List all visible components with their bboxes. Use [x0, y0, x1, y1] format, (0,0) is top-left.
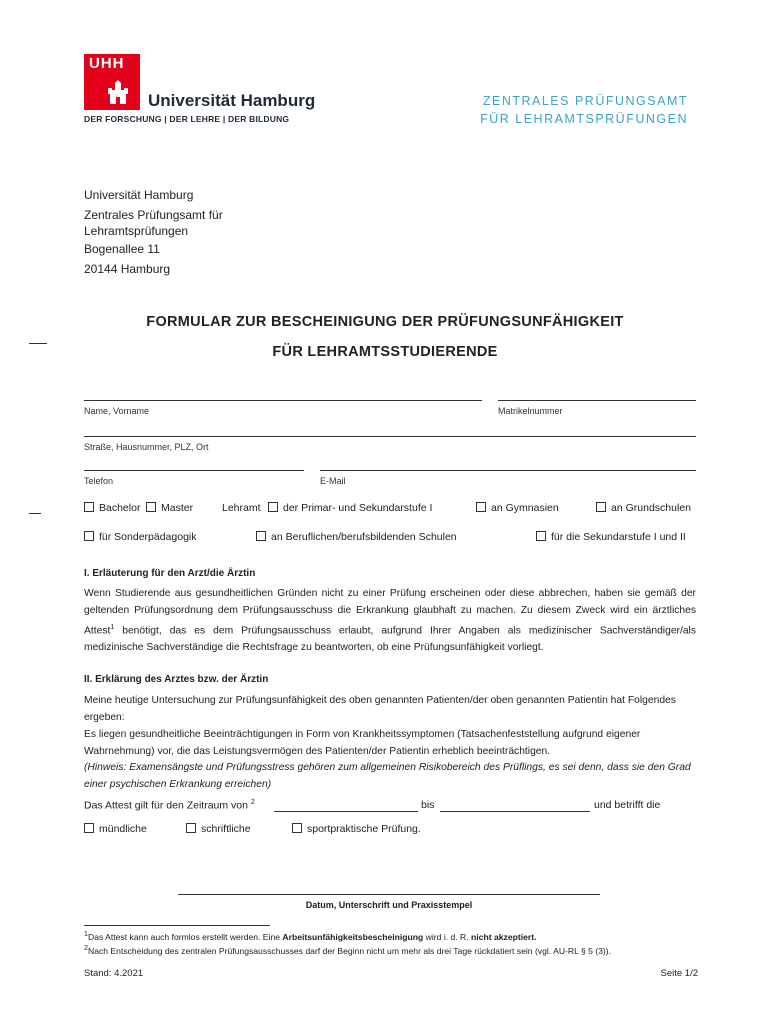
street-label: Straße, Hausnummer, PLZ, Ort — [84, 442, 209, 452]
checkbox-label: der Primar- und Sekundarstufe I — [283, 502, 433, 514]
section2-hint: (Hinweis: Examensängste und Prüfungsstress gehören zum allgemeinen Risikobereich des Prüflings, es sei denn, dass sie den Grad einer psychischen Erkrankung erreichen) — [84, 762, 691, 790]
section2-text2: Es liegen gesundheitliche Beeinträchtigungen in Form von Krankheitssymptomen (Tatsachenfeststellung aufgrund eigener Wahrnehmung) vor, die das Leistungsvermögen des Patienten/der Patientin erheblich beeinträchtigen. — [84, 729, 641, 757]
footnote-2 — [84, 944, 611, 956]
matrikel-input-line[interactable] — [498, 400, 696, 401]
email-input-line[interactable] — [320, 470, 696, 471]
footnote-text: Arbeitsunfähigkeitsbescheinigung — [282, 931, 424, 942]
university-name: Universität Hamburg — [148, 91, 316, 110]
checkbox-grundschulen[interactable] — [596, 502, 691, 514]
footnote-separator — [84, 925, 270, 926]
footnote-1 — [84, 930, 536, 942]
checkbox-label: mündliche — [99, 823, 147, 835]
checkbox-oral[interactable] — [84, 823, 147, 835]
checkbox-icon — [186, 823, 196, 833]
footnote-text: Nach Entscheidung des zentralen Prüfungsausschusses darf der Beginn nicht um mehr als drei Tage rückdatiert sein (vgl. AU-RL § 5 (3)). — [87, 945, 612, 956]
checkbox-label: für Sonderpädagogik — [99, 531, 197, 543]
section1-text-part: benötigt, das es dem Prüfungsausschuss erlaubt, aufgrund Ihrer Angaben als medizinischer Sachverständiger/als medizinische Sachverständige die Rechtsfrage zu beantworten, ob eine Prüfungsunfähigkeit vorliegt. — [84, 625, 696, 654]
form-title: FORMULAR ZUR BESCHEINIGUNG DER PRÜFUNGSUNFÄHIGKEIT — [146, 314, 624, 330]
section2-text1: Meine heutige Untersuchung zur Prüfungsunfähigkeit des oben genannten Patienten/der oben genannten Patientin hat Folgendes ergeben: — [84, 695, 676, 723]
checkbox-icon — [476, 502, 486, 512]
university-motto: DER FORSCHUNG | DER LEHRE | DER BILDUNG — [84, 114, 290, 124]
checkbox-icon — [268, 502, 278, 512]
signature-label: Datum, Unterschrift und Praxisstempel — [305, 900, 473, 910]
address-line: Zentrales Prüfungsamt für — [84, 208, 223, 222]
address-line: Bogenallee 11 — [84, 242, 160, 256]
address-line: Universität Hamburg — [84, 188, 194, 202]
checkbox-label: sportpraktische Prüfung. — [307, 823, 421, 835]
checkbox-sekundarstufe[interactable] — [536, 531, 686, 543]
logo-text: UHH — [89, 55, 125, 72]
checkbox-label: Bachelor — [99, 502, 141, 514]
section2-heading: II. Erklärung des Arztes bzw. der Ärztin — [84, 674, 269, 685]
footnote-text: wird i. d. R. — [423, 931, 472, 942]
footnote-ref: 1 — [110, 624, 115, 631]
checkbox-icon — [292, 823, 302, 833]
checkbox-sport[interactable] — [292, 823, 421, 835]
office-name-line1: ZENTRALES PRÜFUNGSAMT — [482, 94, 688, 108]
address-line: Lehramtsprüfungen — [84, 224, 189, 238]
checkbox-gymnasien[interactable] — [476, 502, 559, 514]
matrikel-label: Matrikelnummer — [498, 406, 563, 416]
checkbox-label: Master — [161, 502, 194, 514]
checkbox-primar[interactable] — [268, 502, 432, 514]
checkbox-label: schriftliche — [201, 823, 251, 835]
period-text: Das Attest gilt für den Zeitraum von — [84, 799, 248, 812]
email-label: E-Mail — [320, 476, 346, 486]
hamburg-castle-icon — [108, 80, 128, 104]
phone-input-line[interactable] — [84, 470, 304, 471]
checkbox-label: an Beruflichen/berufsbildenden Schulen — [271, 531, 457, 543]
footnote-number: 2 — [84, 944, 88, 952]
checkbox-bachelor[interactable] — [84, 502, 140, 514]
checkbox-icon — [536, 531, 546, 541]
signature-input-line[interactable] — [178, 894, 600, 895]
checkbox-sonderpaedagogik[interactable] — [84, 531, 197, 543]
checkbox-label: für die Sekundarstufe I und II — [551, 531, 686, 543]
address-line: 20144 Hamburg — [84, 262, 171, 276]
period-label — [84, 799, 255, 812]
period-suffix: und betrifft die — [594, 799, 661, 811]
period-from-input-line[interactable] — [274, 811, 418, 812]
address-input-line[interactable] — [84, 436, 696, 437]
checkbox-label: an Gymnasien — [491, 502, 559, 514]
period-bis-label: bis — [421, 799, 435, 811]
checkbox-icon — [84, 502, 94, 512]
lehramt-label: Lehramt — [222, 502, 261, 514]
checkbox-icon — [146, 502, 156, 512]
checkbox-icon — [256, 531, 266, 541]
section1-text — [84, 585, 696, 656]
version-stand: Stand: 4.2021 — [84, 968, 144, 979]
office-name-line2: FÜR LEHRAMTSPRÜFUNGEN — [480, 112, 688, 126]
section1-heading: I. Erläuterung für den Arzt/die Ärztin — [84, 568, 256, 579]
period-to-input-line[interactable] — [440, 811, 590, 812]
checkbox-master[interactable] — [146, 502, 193, 514]
checkbox-icon — [596, 502, 606, 512]
checkbox-icon — [84, 531, 94, 541]
form-subtitle: FÜR LEHRAMTSSTUDIERENDE — [272, 344, 498, 360]
section1-text-part: Wenn Studierende aus gesundheitlichen Gründen nicht zu einer Prüfung erscheinen oder diese abbrechen, haben sie gemäß der geltenden Prüfungsordnung dem Prüfungsausschuss die Erkrankung glaubhaft zu machen. Zu diesem Zweck wird ein ärztliches Attest — [84, 588, 696, 637]
checkbox-label: an Grundschulen — [611, 502, 691, 514]
footnote-number: 1 — [84, 930, 88, 938]
phone-label: Telefon — [84, 476, 114, 486]
fold-mark — [29, 513, 41, 514]
page-number: Seite 1/2 — [660, 968, 698, 979]
checkbox-berufliche-schulen[interactable] — [256, 531, 457, 543]
checkbox-written[interactable] — [186, 823, 251, 835]
name-input-line[interactable] — [84, 400, 482, 401]
name-label: Name, Vorname — [84, 406, 150, 416]
footnote-text: nicht akzeptiert. — [471, 931, 537, 942]
footnote-text: Das Attest kann auch formlos erstellt werden. Eine — [87, 931, 283, 942]
footnote-ref: 2 — [250, 799, 255, 806]
checkbox-icon — [84, 823, 94, 833]
